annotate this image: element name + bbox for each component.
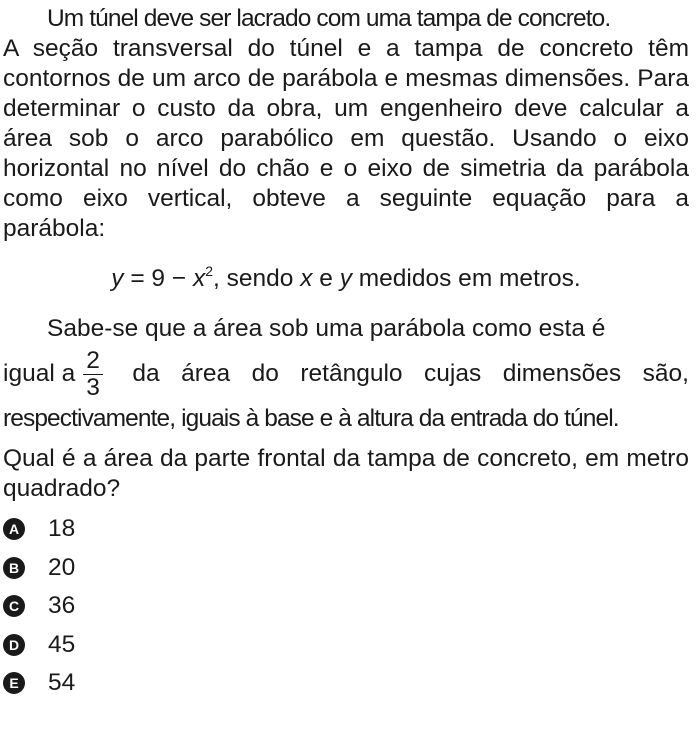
area-fraction-line xyxy=(3,344,689,404)
fraction-numerator: 2 xyxy=(83,348,103,375)
parabola-equation xyxy=(3,264,689,294)
option-b[interactable] xyxy=(3,549,689,588)
option-letter-badge: E xyxy=(3,672,25,694)
option-letter-badge: A xyxy=(3,518,25,540)
equation-equals: = 9 − xyxy=(123,265,193,292)
two-thirds-fraction xyxy=(83,348,103,401)
intro-paragraph: A seção transversal do túnel e a tampa de concreto têm contornos de um arco de parábola e mesmas dimensões. Para determinar o custo da obra, um engenheiro deve calcular a área sob o arco parabólico em questão. Usando o eixo horizontal no nível do chão e o eixo de simetria da parábola como eixo vertical, obteve a seguinte equação para a parábola: xyxy=(3,35,689,242)
area-word: do xyxy=(251,360,279,387)
option-value: 36 xyxy=(48,592,76,620)
option-letter-badge: D xyxy=(3,634,25,656)
option-value: 20 xyxy=(48,553,76,581)
intro-first-line: Um túnel deve ser lacrado com uma tampa de concreto. xyxy=(47,5,611,32)
area-word: área xyxy=(181,360,231,387)
equation-y-var: y xyxy=(339,265,352,292)
area-word: da xyxy=(132,360,160,387)
option-letter-badge: B xyxy=(3,557,25,579)
equation-tail: medidos em metros. xyxy=(351,265,581,292)
equation-x: x xyxy=(192,265,206,292)
option-a[interactable] xyxy=(3,510,689,549)
area-word: dimensões xyxy=(502,360,622,387)
option-e[interactable] xyxy=(3,664,689,703)
pre-fraction-text: igual a xyxy=(3,360,76,387)
equation-y: y xyxy=(111,265,124,292)
option-c[interactable] xyxy=(3,587,689,626)
question-text: Qual é a área da parte frontal da tampa de concreto, em metro quadrado? xyxy=(3,445,689,502)
answer-options xyxy=(3,510,689,703)
area-text-line3: respectivamente, iguais à base e à altura da entrada do túnel. xyxy=(3,405,619,432)
question-page xyxy=(3,4,689,703)
option-value: 45 xyxy=(48,630,76,658)
option-letter-badge: C xyxy=(3,595,25,617)
fraction-group xyxy=(3,348,111,401)
equation-and: e xyxy=(312,265,340,292)
option-d[interactable] xyxy=(3,626,689,665)
fraction-denominator: 3 xyxy=(86,373,100,401)
equation-x-var: x xyxy=(300,265,313,292)
area-word: são, xyxy=(642,360,689,387)
option-value: 54 xyxy=(48,669,76,697)
area-word: retângulo xyxy=(300,360,403,387)
area-word: cujas xyxy=(424,360,482,387)
equation-comma: , sendo xyxy=(213,265,301,292)
equation-exponent: 2 xyxy=(205,263,214,279)
area-text-line1: Sabe-se que a área sob uma parábola como esta é xyxy=(47,315,606,342)
option-value: 18 xyxy=(48,515,76,543)
